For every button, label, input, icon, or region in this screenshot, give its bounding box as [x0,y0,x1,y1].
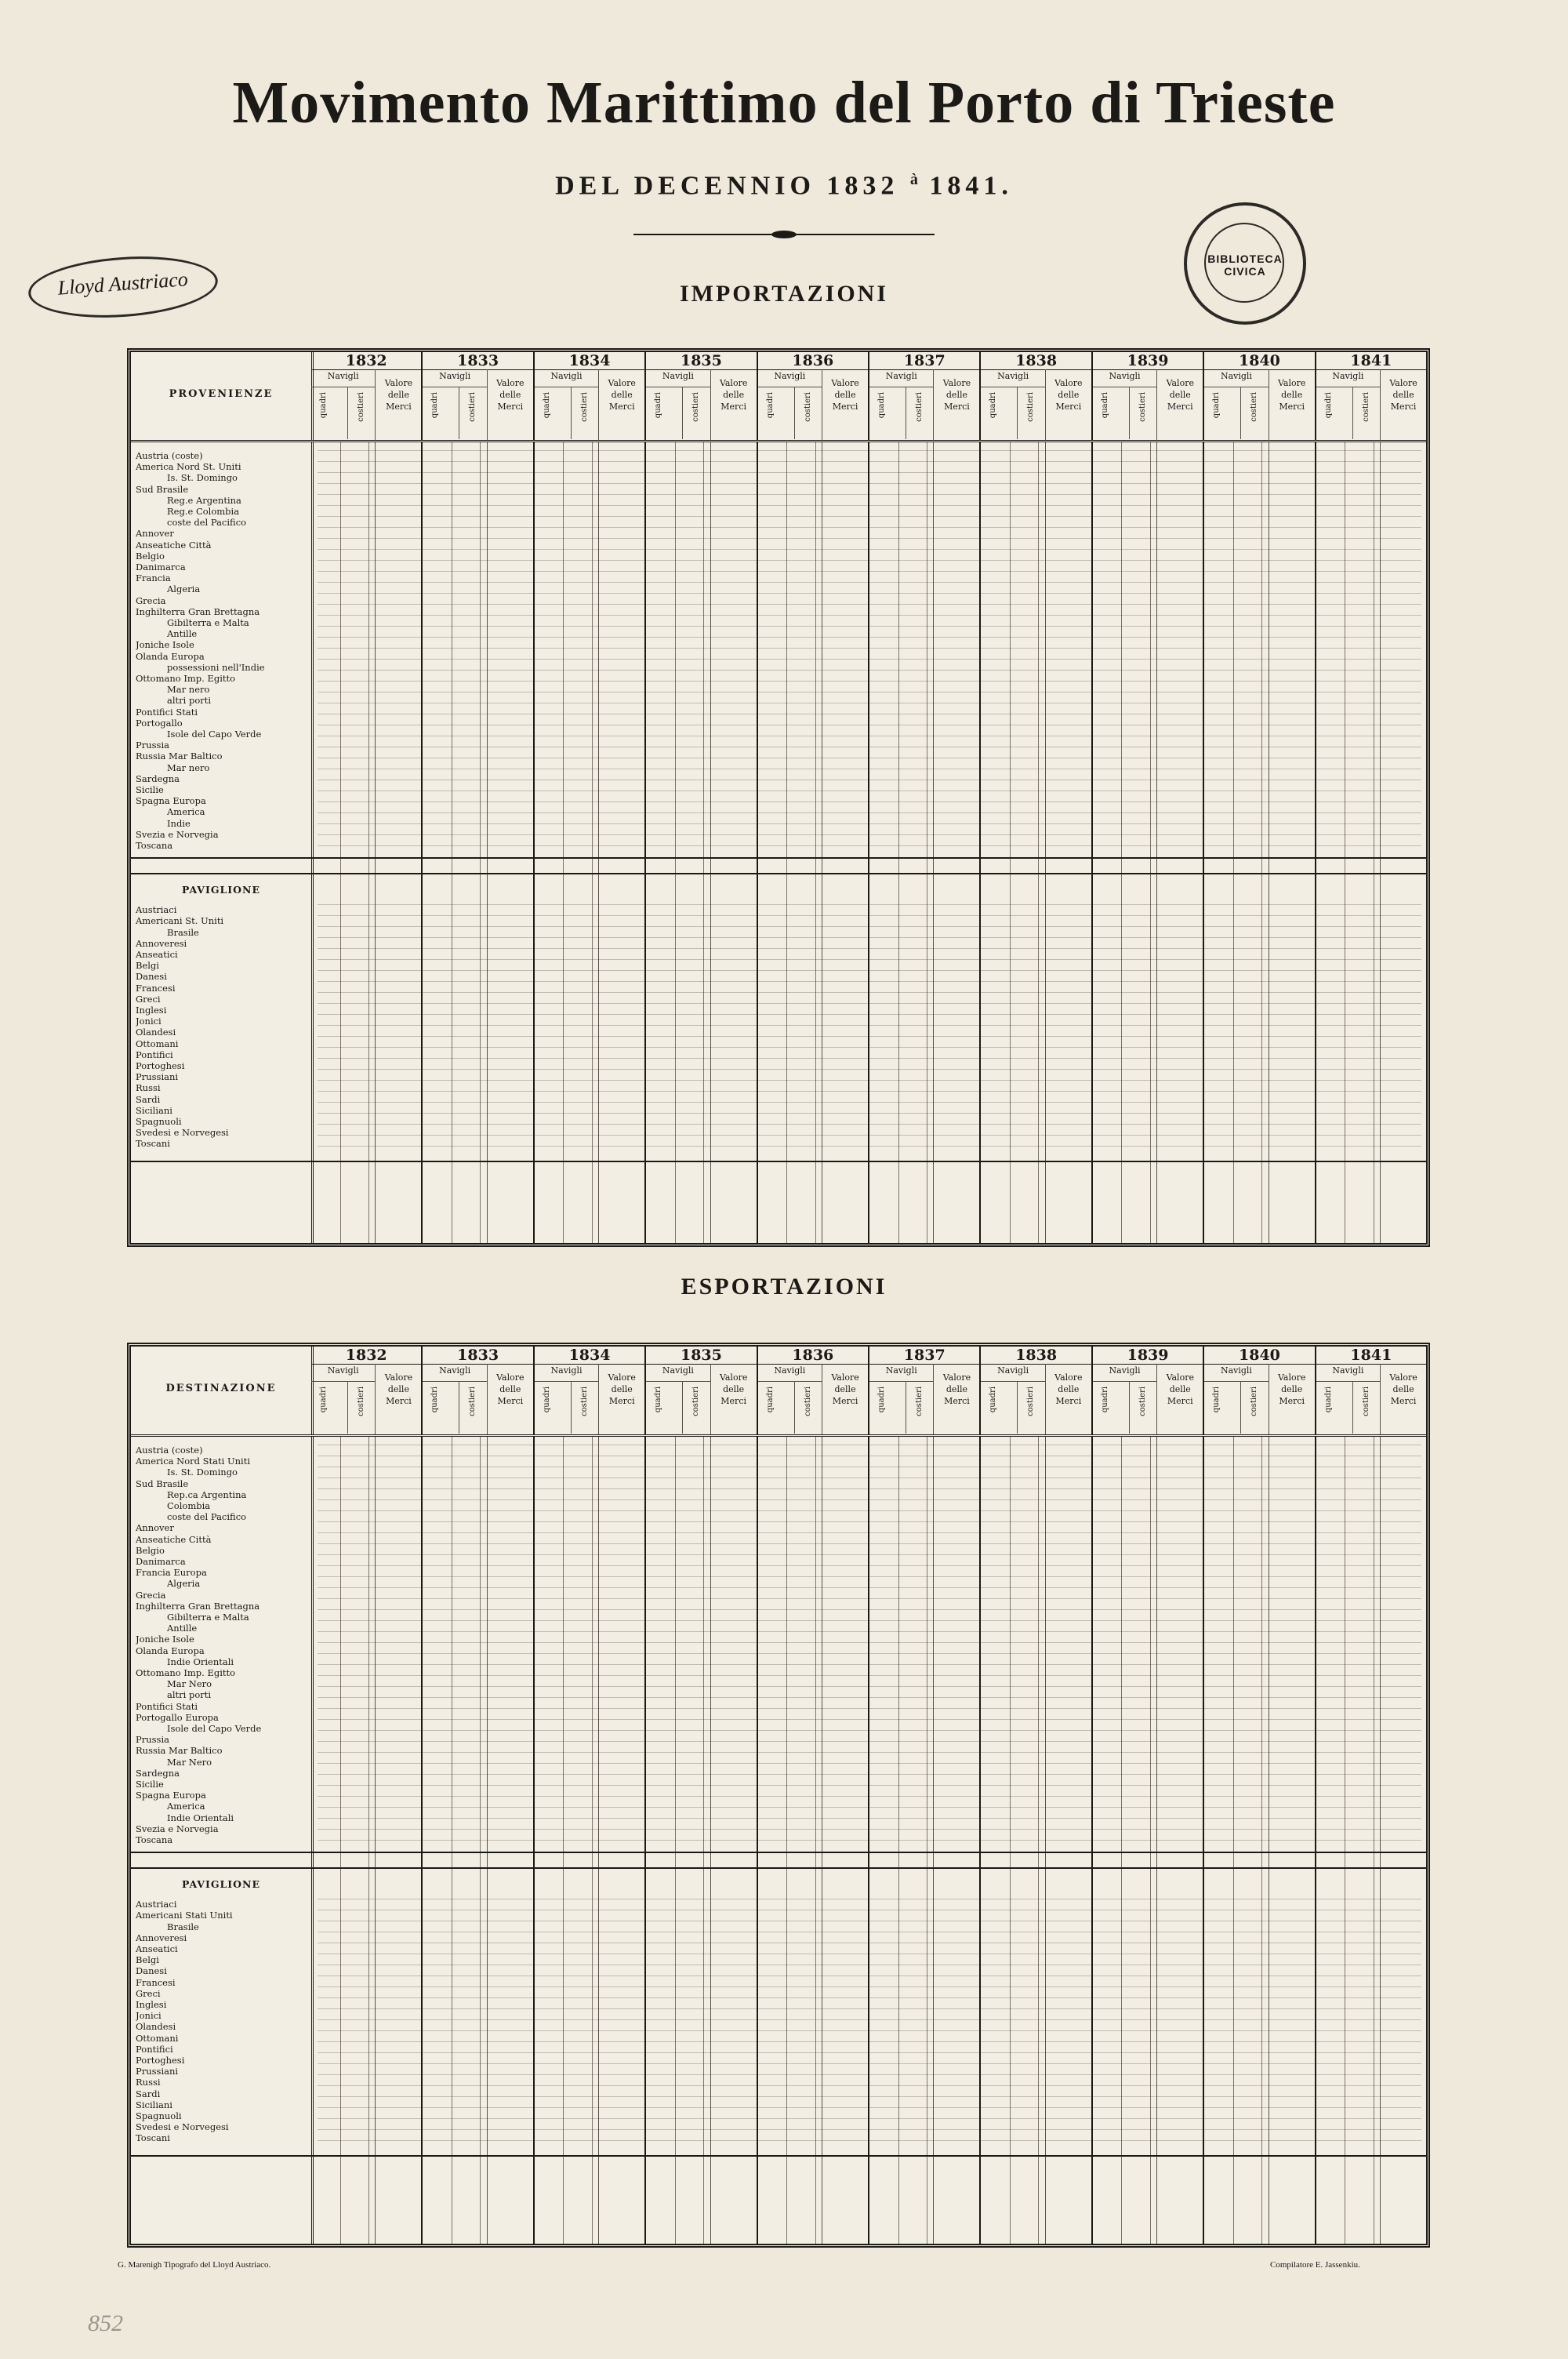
esportazioni-header [131,1347,1426,1437]
navigli-label: Navigli [327,1365,359,1376]
navigli-subheader [869,1381,933,1434]
year-label: 1837 [869,352,979,370]
flag-row-label: Olandesi [136,2021,176,2033]
origin-row-label: Danimarca [136,1556,186,1567]
quadri-label: quadri [430,1387,440,1413]
year-header-1839 [1093,1347,1204,1434]
year-label: 1834 [535,352,644,370]
navigli-label: Navigli [1109,371,1141,381]
valore-label: Valore delle Merci [598,369,644,440]
costieri-label: costieri [915,392,924,422]
importazioni-heading: IMPORTAZIONI [679,281,889,307]
navigli-subheader [423,387,486,439]
origin-row-label: America Nord Stati Uniti [136,1456,251,1467]
flag-row-label: Svedesi e Norvegesi [136,2121,229,2133]
origin-row-label: Austria (coste) [136,450,203,461]
origin-row-label: Portogallo [136,717,183,729]
origin-row-label: Is. St. Domingo [167,472,238,484]
flag-row-label: Greci [136,1987,161,1999]
valore-label: Valore delle Merci [1269,1364,1315,1434]
origin-row-label: Sud Brasile [136,1478,189,1489]
year-header-1835 [646,352,757,440]
compiler-credit: Compilatore E. Jassenkiu. [1270,2260,1360,2270]
valore-label: Valore delle Merci [1380,1364,1426,1434]
flag-row-label: Anseatici [136,949,178,960]
navigli-label: Navigli [1332,371,1364,381]
valore-label: Valore delle Merci [1269,369,1315,440]
year-label: 1840 [1204,352,1314,370]
year-header-1833 [423,352,534,440]
origin-row-label: Sicilie [136,1779,164,1790]
flag-row-label: Sardi [136,2088,161,2099]
origin-row-label: Belgio [136,1544,165,1556]
importazioni-labels [131,442,314,1243]
valore-label: Valore delle Merci [933,369,979,440]
valore-label: Valore delle Merci [710,1364,757,1434]
flag-row-label: Spagnuoli [136,1116,182,1127]
origin-row-label: coste del Pacifico [167,1511,247,1523]
navigli-subheader [535,387,598,439]
navigli-subheader [1316,1381,1380,1434]
flag-row-label: Francesi [136,1976,176,1988]
year-header-1838 [981,1347,1092,1434]
origin-row-label: Ottomano Imp. Egitto [136,1667,236,1678]
costieri-label: costieri [579,1387,589,1416]
flag-row-label: Portoghesi [136,1060,185,1071]
flag-row-label: Russi [136,1082,161,1094]
costieri-label: costieri [691,1387,701,1416]
origin-row-label: America [167,806,205,818]
valore-label: Valore delle Merci [822,369,868,440]
origin-row-label: Algeria [167,1578,201,1590]
year-label: 1838 [981,352,1091,370]
year-header-1834 [535,352,646,440]
totals-divider [131,1867,1426,1869]
flag-row-label: Austriaci [136,1899,177,1910]
origin-row-label: America Nord St. Uniti [136,461,241,473]
origin-row-label: Sud Brasile [136,483,189,495]
flag-row-label: Anseatici [136,1943,178,1954]
navigli-label: Navigli [662,1365,694,1376]
paviglione-group-label: PAVIGLIONE [182,1878,260,1891]
document-title: Movimento Marittimo del Porto di Trieste [232,70,1336,136]
totals-divider [131,857,1426,859]
year-header-1833 [423,1347,534,1434]
origin-row-label: Joniche Isole [136,1634,194,1645]
flag-row-label: Sardi [136,1093,161,1105]
year-header-1832 [311,1347,423,1434]
quadri-label: quadri [542,1387,551,1413]
origin-row-label: Is. St. Domingo [167,1467,238,1478]
origin-row-label: Annover [136,528,174,540]
navigli-subheader [758,1381,822,1434]
year-header-1841 [1316,352,1426,440]
origin-row-label: Anseatiche Città [136,1533,212,1545]
year-header-1840 [1204,1347,1316,1434]
flag-row-label: Annoveresi [136,1932,187,1943]
origin-row-label: Sardegna [136,1767,180,1779]
navigli-label: Navigli [439,371,471,381]
figures-rows-block [318,904,1421,1149]
flag-row-label: Toscani [136,1138,170,1150]
valore-label: Valore delle Merci [1045,1364,1091,1434]
navigli-subheader [869,387,933,439]
origin-row-label: Francia [136,572,171,584]
origin-row-label: Mar Nero [167,1678,212,1690]
year-label: 1836 [758,352,868,370]
origin-row-label: Indie Orientali [167,1656,234,1667]
origin-row-label: Pontifici Stati [136,1700,198,1712]
valore-label: Valore delle Merci [1380,369,1426,440]
figures-rows-block [318,1899,1421,2143]
navigli-label: Navigli [997,1365,1029,1376]
quadri-label: quadri [989,1387,998,1413]
flag-row-label: Inglesi [136,1005,167,1016]
navigli-label: Navigli [885,371,917,381]
origin-row-label: Austria (coste) [136,1445,203,1456]
year-header-1837 [869,1347,981,1434]
valore-label: Valore delle Merci [1156,369,1203,440]
origin-row-label: Indie [167,817,191,829]
figures-rows-block [318,1445,1421,1845]
title-ornament-rule [633,232,935,237]
origin-row-label: Belgio [136,550,165,562]
origin-row-label: coste del Pacifico [167,517,247,529]
year-header-1841 [1316,1347,1426,1434]
origin-row-label: Antille [167,1623,198,1634]
navigli-subheader [1316,387,1380,439]
year-label: 1834 [535,1347,644,1365]
year-header-1836 [758,352,869,440]
navigli-subheader [1093,1381,1156,1434]
navigli-label: Navigli [1220,1365,1252,1376]
flag-row-label: Belgi [136,1954,159,1966]
origin-row-label: Svezia e Norvegia [136,1823,219,1834]
origin-row-label: Annover [136,1522,174,1534]
valore-label: Valore delle Merci [598,1364,644,1434]
navigli-label: Navigli [774,1365,806,1376]
origin-row-label: Algeria [167,583,201,595]
costieri-label: costieri [1138,392,1147,422]
costieri-label: costieri [1026,1387,1036,1416]
quadri-label: quadri [430,392,440,419]
quadri-label: quadri [877,1387,887,1413]
figures-rows-block [318,450,1421,851]
year-label: 1841 [1316,1347,1426,1365]
costieri-label: costieri [915,1387,924,1416]
flag-row-label: Olandesi [136,1027,176,1038]
flag-row-label: Brasile [167,1921,199,1932]
navigli-subheader [423,1381,486,1434]
origin-row-label: Russia Mar Baltico [136,1745,223,1757]
flag-row-label: Belgi [136,960,159,972]
quadri-label: quadri [319,1387,328,1413]
quadri-label: quadri [319,392,328,419]
navigli-label: Navigli [1332,1365,1364,1376]
costieri-label: costieri [691,392,701,422]
origin-row-label: Inghilterra Gran Brettagna [136,605,260,617]
navigli-label: Navigli [439,1365,471,1376]
flag-row-label: Ottomani [136,1038,179,1049]
year-label: 1837 [869,1347,979,1365]
flag-row-label: Austriaci [136,904,177,916]
navigli-label: Navigli [550,371,583,381]
quadri-label: quadri [765,392,775,419]
origin-row-label: Rep.ca Argentina [167,1488,247,1500]
origin-row-label: Gibilterra e Malta [167,1612,249,1623]
flag-row-label: Ottomani [136,2032,179,2044]
origin-row-label: Gibilterra e Malta [167,617,249,628]
quadri-label: quadri [1323,1387,1333,1413]
importazioni-header [131,352,1426,442]
valore-label: Valore delle Merci [375,369,421,440]
totals-divider [131,1852,1426,1853]
year-label: 1841 [1316,352,1426,370]
navigli-subheader [758,387,822,439]
origin-row-label: Sicilie [136,784,164,795]
year-header-1838 [981,352,1092,440]
origin-row-label: Spagna Europa [136,1790,206,1801]
flag-row-label: Prussiani [136,2066,179,2077]
costieri-label: costieri [1361,1387,1370,1416]
year-header-1840 [1204,352,1316,440]
origin-row-label: Prussia [136,740,169,751]
lloyd-oval-stamp: Lloyd Austriaco [27,251,220,324]
origin-row-label: Russia Mar Baltico [136,751,223,762]
year-label: 1832 [311,1347,421,1365]
costieri-label: costieri [579,392,589,422]
navigli-subheader [646,387,710,439]
navigli-subheader [535,1381,598,1434]
year-label: 1832 [311,352,421,370]
year-label: 1838 [981,1347,1091,1365]
flag-row-label: Portoghesi [136,2055,185,2066]
paviglione-group-label: PAVIGLIONE [182,884,260,896]
navigli-subheader [1204,387,1268,439]
navigli-label: Navigli [327,371,359,381]
year-label: 1840 [1204,1347,1314,1365]
year-label: 1836 [758,1347,868,1365]
year-header-1832 [311,352,423,440]
importazioni-body [131,442,1426,1243]
quadri-label: quadri [654,1387,663,1413]
esportazioni-year-headers [311,1347,1426,1434]
costieri-label: costieri [1138,1387,1147,1416]
flag-row-label: Spagnuoli [136,2110,182,2121]
costieri-label: costieri [1361,392,1370,422]
esportazioni-table [127,1343,1430,2248]
costieri-label: costieri [1026,392,1036,422]
flag-row-label: Danesi [136,1965,167,1977]
year-header-1839 [1093,352,1204,440]
origin-row-label: Spagna Europa [136,795,206,807]
navigli-label: Navigli [997,371,1029,381]
navigli-subheader [981,1381,1044,1434]
year-label: 1835 [646,1347,756,1365]
origin-row-label: Grecia [136,1589,166,1601]
valore-label: Valore delle Merci [375,1364,421,1434]
valore-label: Valore delle Merci [822,1364,868,1434]
quadri-label: quadri [654,392,663,419]
year-header-1834 [535,1347,646,1434]
costieri-label: costieri [468,1387,477,1416]
flag-row-label: Inglesi [136,1999,167,2010]
year-label: 1833 [423,1347,532,1365]
origin-row-label: Danimarca [136,562,186,572]
quadri-label: quadri [1100,392,1109,419]
quadri-label: quadri [1212,1387,1221,1413]
origin-row-label: Mar Nero [167,1756,212,1768]
totals-divider [131,1161,1426,1162]
year-label: 1839 [1093,352,1203,370]
origin-row-label: Pontifici Stati [136,706,198,718]
flag-row-label: Prussiani [136,1071,179,1083]
totals-divider [131,873,1426,874]
year-header-1837 [869,352,981,440]
esportazioni-body [131,1437,1426,2244]
valore-label: Valore delle Merci [1045,369,1091,440]
document-subtitle: DEL DECENNIO 1832 $^à$ 1841. [555,171,1013,201]
costieri-label: costieri [468,392,477,422]
origin-row-label: Reg.e Argentina [167,494,241,506]
totals-divider [131,2155,1426,2157]
origin-row-label: Antille [167,628,198,640]
provenienze-header: PROVENIENZE [169,388,274,400]
origin-row-label: Reg.e Colombia [167,506,240,517]
flag-row-label: Pontifici [136,1049,173,1060]
origin-row-label: Olanda Europa [136,1645,205,1656]
library-round-stamp: BIBLIOTECA CIVICA [1184,202,1306,325]
costieri-label: costieri [1250,1387,1259,1416]
navigli-label: Navigli [550,1365,583,1376]
origin-row-label: Portogallo Europa [136,1711,219,1723]
flag-row-label: Siciliani [136,1104,172,1116]
navigli-subheader [311,387,375,439]
costieri-label: costieri [357,392,365,422]
origin-row-label: Prussia [136,1734,169,1746]
pencil-inventory-note: 852 [88,2310,123,2336]
importazioni-table [127,348,1430,1247]
costieri-label: costieri [357,1387,365,1416]
flag-row-label: Toscani [136,2132,170,2144]
origin-row-label: Mar nero [167,684,210,696]
flag-row-label: Americani St. Uniti [136,915,224,927]
origin-row-label: altri porti [167,695,212,707]
navigli-subheader [1093,387,1156,439]
valore-label: Valore delle Merci [1156,1364,1203,1434]
origin-row-label: Grecia [136,594,166,606]
quadri-label: quadri [1323,392,1333,419]
origin-row-label: Mar nero [167,761,210,773]
quadri-label: quadri [1100,1387,1109,1413]
valore-label: Valore delle Merci [710,369,757,440]
printer-credit: G. Marenigh Tipografo del Lloyd Austriaco. [118,2260,271,2270]
flag-row-label: Americani Stati Uniti [136,1910,233,1921]
navigli-label: Navigli [1109,1365,1141,1376]
flag-row-label: Annoveresi [136,937,187,949]
origin-row-label: Indie Orientali [167,1812,234,1823]
navigli-label: Navigli [662,371,694,381]
destinazione-header: DESTINAZIONE [165,1383,277,1394]
navigli-subheader [311,1381,375,1434]
year-header-1836 [758,1347,869,1434]
origin-row-label: Francia Europa [136,1567,207,1579]
navigli-subheader [646,1381,710,1434]
quadri-label: quadri [542,392,551,419]
year-label: 1833 [423,352,532,370]
valore-label: Valore delle Merci [933,1364,979,1434]
quadri-label: quadri [877,392,887,419]
flag-row-label: Russi [136,2077,161,2088]
quadri-label: quadri [765,1387,775,1413]
origin-row-label: Isole del Capo Verde [167,729,262,740]
valore-label: Valore delle Merci [487,1364,533,1434]
navigli-label: Navigli [1220,371,1252,381]
quadri-label: quadri [1212,392,1221,419]
costieri-label: costieri [803,1387,812,1416]
year-label: 1835 [646,352,756,370]
esportazioni-labels [131,1437,314,2244]
origin-row-label: Olanda Europa [136,650,205,662]
navigli-label: Navigli [885,1365,917,1376]
flag-row-label: Danesi [136,971,167,983]
year-header-1835 [646,1347,757,1434]
origin-row-label: Ottomano Imp. Egitto [136,673,236,684]
flag-row-label: Svedesi e Norvegesi [136,1127,229,1139]
esportazioni-heading: ESPORTAZIONI [681,1274,887,1299]
origin-row-label: altri porti [167,1689,212,1701]
navigli-subheader [1204,1381,1268,1434]
origin-row-label: Anseatiche Città [136,539,212,551]
origin-row-label: possessioni nell'Indie [167,661,265,673]
origin-row-label: Toscana [136,840,173,851]
flag-row-label: Jonici [136,2010,162,2022]
origin-row-label: Inghilterra Gran Brettagna [136,1600,260,1612]
importazioni-year-headers [311,352,1426,440]
quadri-label: quadri [989,392,998,419]
costieri-label: costieri [803,392,812,422]
navigli-label: Navigli [774,371,806,381]
origin-row-label: Colombia [167,1500,211,1511]
origin-row-label: Isole del Capo Verde [167,1723,262,1734]
flag-row-label: Brasile [167,926,199,938]
origin-row-label: Svezia e Norvegia [136,828,219,840]
valore-label: Valore delle Merci [487,369,533,440]
origin-row-label: Toscana [136,1834,173,1845]
flag-row-label: Siciliani [136,2099,172,2110]
origin-row-label: America [167,1801,205,1812]
year-label: 1839 [1093,1347,1203,1365]
navigli-subheader [981,387,1044,439]
flag-row-label: Pontifici [136,2043,173,2055]
flag-row-label: Francesi [136,982,176,994]
origin-row-label: Joniche Isole [136,639,194,651]
flag-row-label: Jonici [136,1016,162,1027]
flag-row-label: Greci [136,993,161,1005]
origin-row-label: Sardegna [136,772,180,784]
costieri-label: costieri [1250,392,1259,422]
